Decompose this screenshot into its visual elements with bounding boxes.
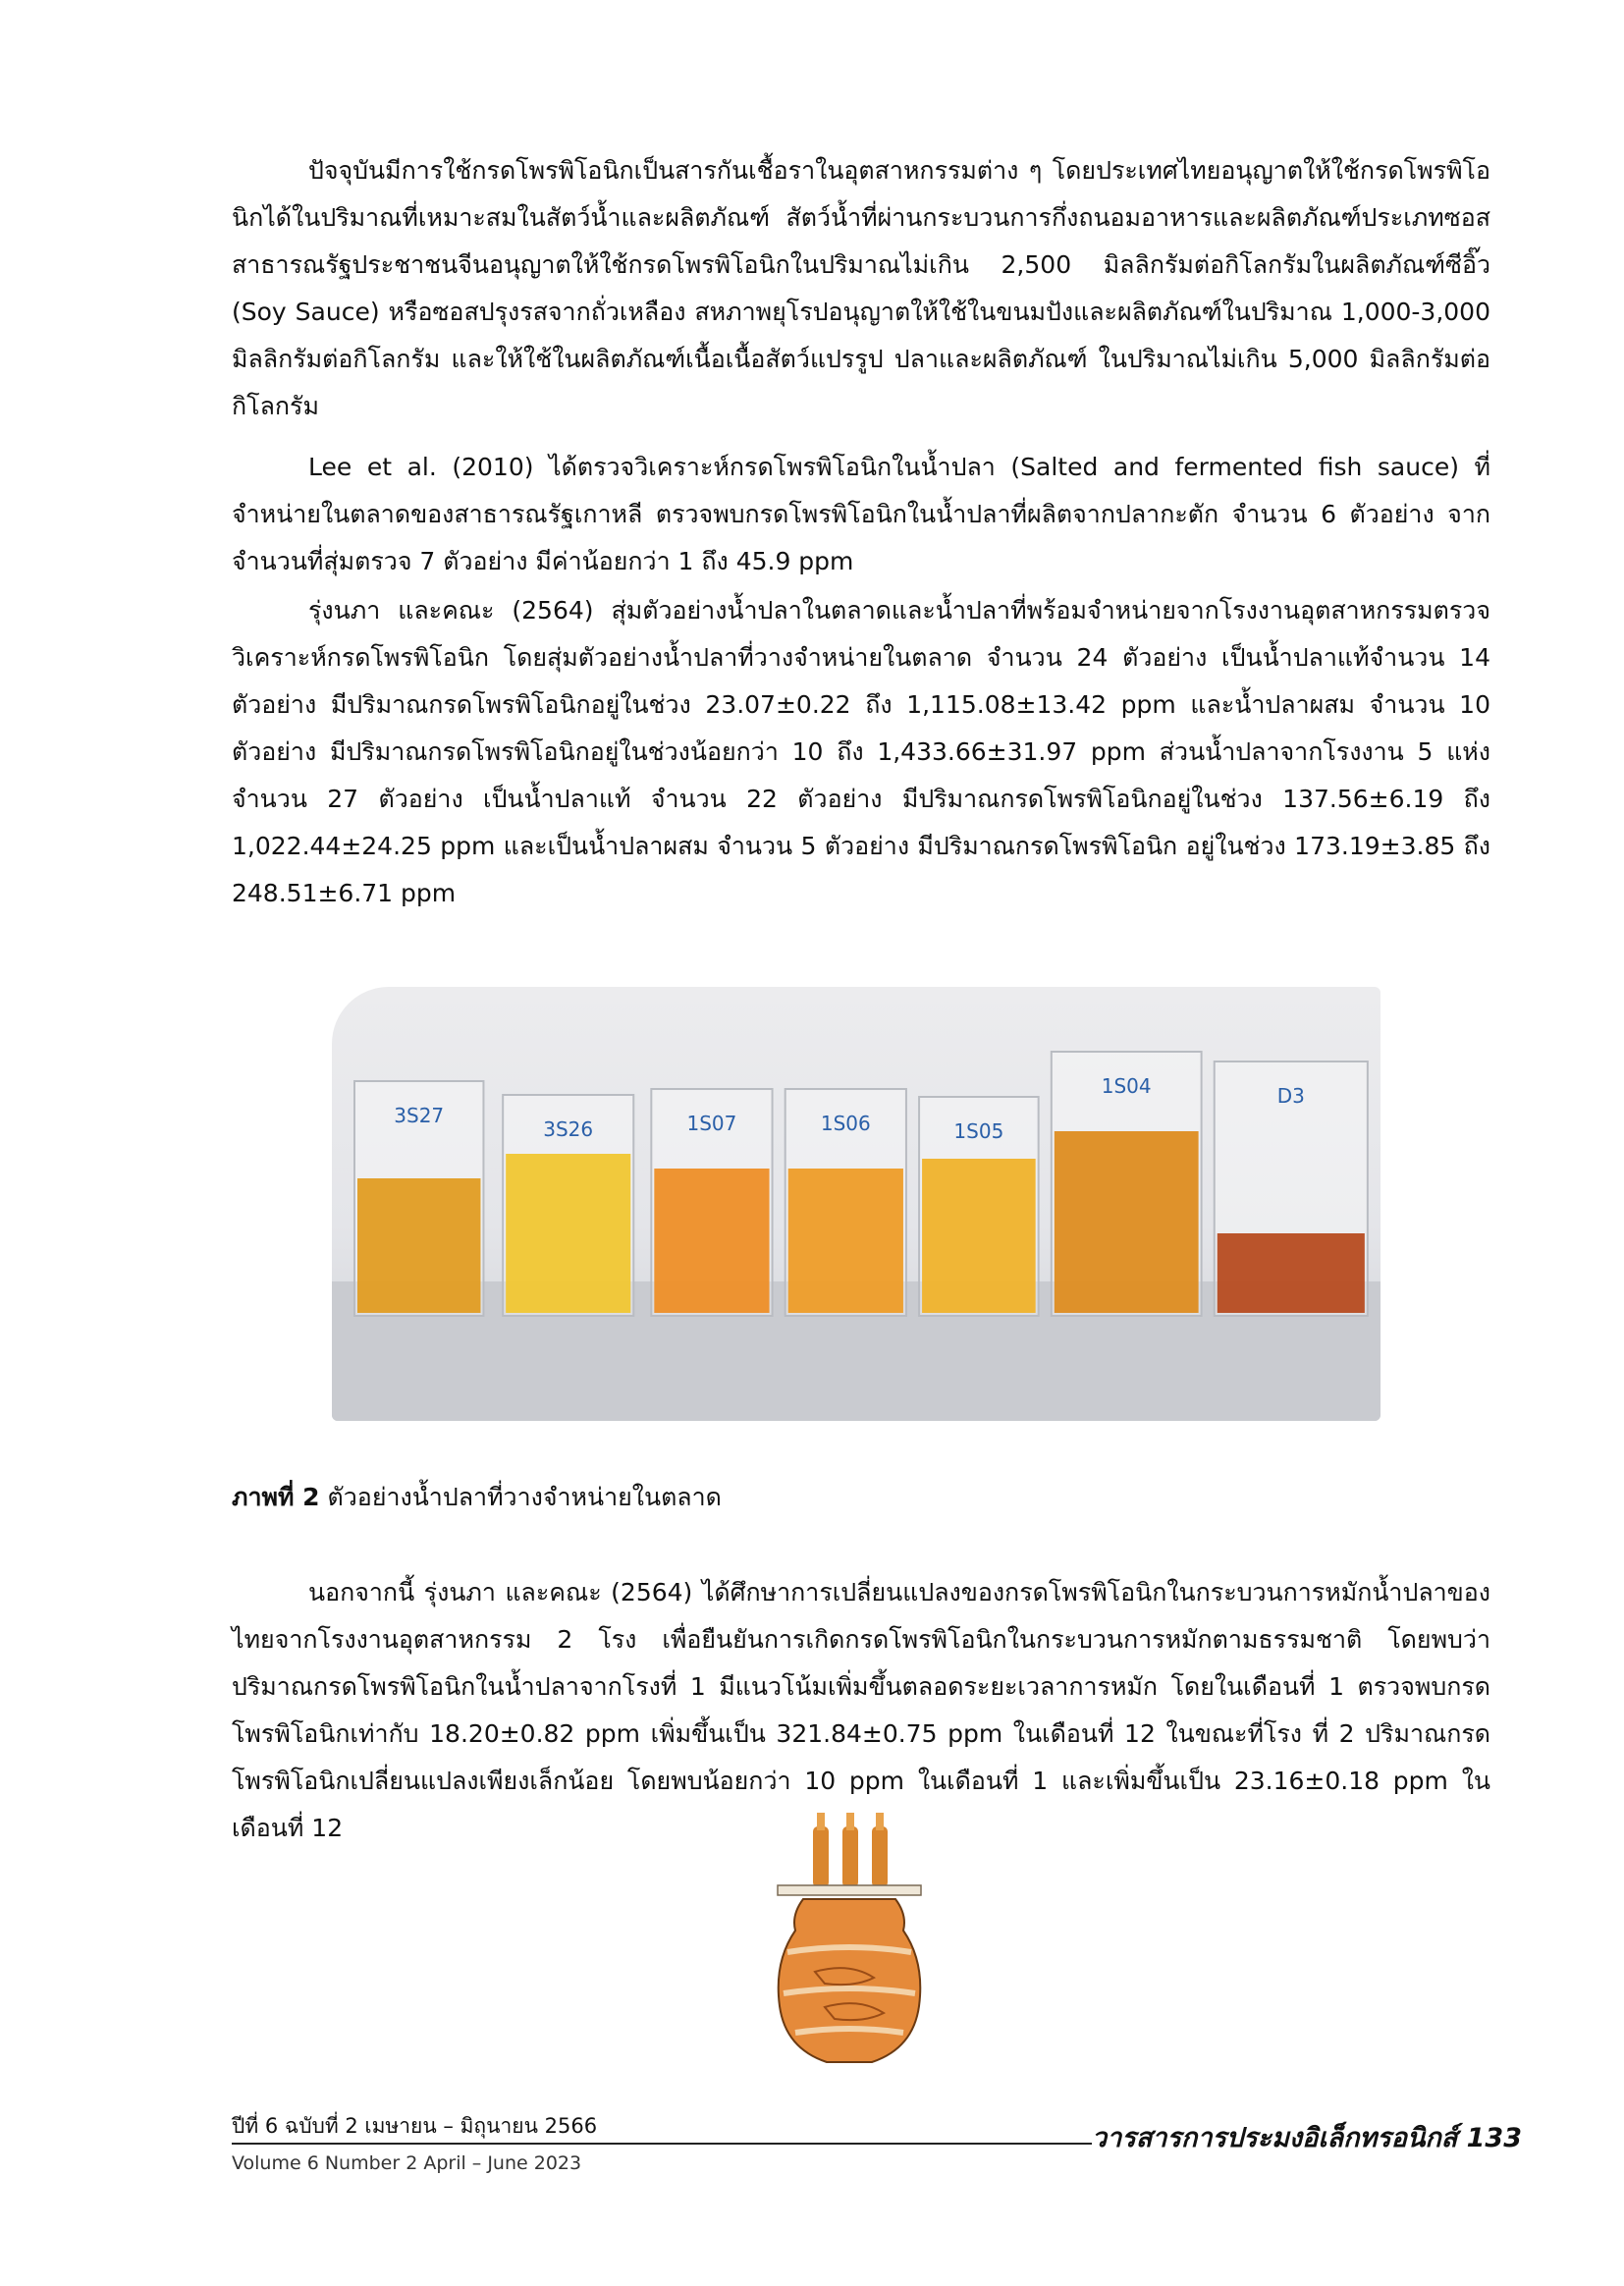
beaker-liquid bbox=[654, 1169, 769, 1313]
fish-sauce-jar-illustration bbox=[766, 1805, 933, 2080]
figure-caption-text: ตัวอย่างน้ำปลาที่วางจำหน่ายในตลาด bbox=[327, 1483, 722, 1511]
beaker-label: D3 bbox=[1276, 1084, 1305, 1108]
paragraph-1 bbox=[232, 147, 1490, 430]
bottle-icon bbox=[872, 1813, 888, 1887]
beaker-label: 1S04 bbox=[1101, 1074, 1152, 1098]
jar-body bbox=[779, 1899, 921, 2062]
beaker-liquid bbox=[357, 1178, 480, 1313]
beaker bbox=[503, 1095, 633, 1316]
paragraph-3-text: รุ่งนภา และคณะ (2564) สุ่มตัวอย่างน้ำปลาในตลาดและน้ำปลาที่พร้อมจำหน่ายจากโรงงานอุตสาหกรรมตรวจวิเคราะห์กรดโพรพิโอนิก โดยสุ่มตัวอย่างน้ำปลาที่วางจำหน่ายในตลาด จำนวน 24 ตัวอย่าง เป็นน้ำปลาแท้จำนวน 14 ตัวอย่าง มีปริมาณกรดโพรพิโอนิกอยู่ในช่วง 23.07±0.22 ถึง 1,115.08±13.42 ppm และน้ำปลาผสม จำนวน 10 ตัวอย่าง มีปริมาณกรดโพรพิโอนิกอยู่ในช่วงน้อยกว่า 10 ถึง 1,433.66±31.97 ppm ส่วนน้ำปลาจากโรงงาน 5 แห่ง จำนวน 27 ตัวอย่าง เป็นน้ำปลาแท้ จำนวน 22 ตัวอย่าง มีปริมาณกรดโพรพิโอนิกอยู่ในช่วง 137.56±6.19 ถึง 1,022.44±24.25 ppm และเป็นน้ำปลาผสม จำนวน 5 ตัวอย่าง มีปริมาณกรดโพรพิโอนิก อยู่ในช่วง 173.19±3.85 ถึง 248.51±6.71 ppm bbox=[232, 596, 1490, 907]
footer-issue-thai: ปีที่ 6 ฉบับที่ 2 เมษายน – มิถุนายน 2566 bbox=[232, 2114, 598, 2138]
beakers-drawing bbox=[332, 987, 1380, 1421]
beaker bbox=[651, 1089, 772, 1316]
footer-rule bbox=[232, 2143, 1092, 2145]
beaker-liquid bbox=[1218, 1233, 1365, 1313]
beaker-label: 3S26 bbox=[543, 1117, 594, 1141]
footer-issue-english: Volume 6 Number 2 April – June 2023 bbox=[232, 2152, 582, 2174]
beaker-liquid bbox=[788, 1169, 903, 1313]
paragraph-2 bbox=[232, 444, 1490, 585]
bottle-icon bbox=[813, 1813, 829, 1887]
paragraph-4-text: นอกจากนี้ รุ่งนภา และคณะ (2564) ได้ศึกษาการเปลี่ยนแปลงของกรดโพรพิโอนิกในกระบวนการหมักน้ำปลาของไทยจากโรงงานอุตสาหกรรม 2 โรง เพื่อยืนยันการเกิดกรดโพรพิโอนิกในกระบวนการหมักตามธรรมชาติ โดยพบว่าปริมาณกรดโพรพิโอนิกในน้ำปลาจากโรงที่ 1 มีแนวโน้มเพิ่มขึ้นตลอดระยะเวลาการหมัก โดยในเดือนที่ 1 ตรวจพบกรดโพรพิโอนิกเท่ากับ 18.20±0.82 ppm เพิ่มขึ้นเป็น 321.84±0.75 ppm ในเดือนที่ 12 ในขณะที่โรง ที่ 2 ปริมาณกรดโพรพิโอนิกเปลี่ยนแปลงเพียงเล็กน้อย โดยพบน้อยกว่า 10 ppm ในเดือนที่ 1 และเพิ่มขึ้นเป็น 23.16±0.18 ppm ในเดือนที่ 12 bbox=[232, 1578, 1490, 1842]
paragraph-2-text: Lee et al. (2010) ได้ตรวจวิเคราะห์กรดโพรพิโอนิกในน้ำปลา (Salted and fermented fish sauce) ที่จำหน่ายในตลาดของสาธารณรัฐเกาหลี ตรวจพบกรดโพรพิโอนิกในน้ำปลาที่ผลิตจากปลากะตัก จำนวน 6 ตัวอย่าง จากจำนวนที่สุ่มตรวจ 7 ตัวอย่าง มีค่าน้อยกว่า 1 ถึง 45.9 ppm bbox=[232, 453, 1490, 575]
beaker-liquid bbox=[506, 1154, 630, 1313]
figure-caption-label: ภาพที่ 2 bbox=[232, 1483, 320, 1511]
paragraph-1-text: ปัจจุบันมีการใช้กรดโพรพิโอนิกเป็นสารกันเชื้อราในอุตสาหกรรมต่าง ๆ โดยประเทศไทยอนุญาตให้ใช้กรดโพรพิโอนิกได้ในปริมาณที่เหมาะสมในสัตว์น้ำและผลิตภัณฑ์ สัตว์น้ำที่ผ่านกระบวนการกึ่งถนอมอาหารและผลิตภัณฑ์ประเภทซอส สาธารณรัฐประชาชนจีนอนุญาตให้ใช้กรดโพรพิโอนิกในปริมาณไม่เกิน 2,500 มิลลิกรัมต่อกิโลกรัมในผลิตภัณฑ์ซีอิ๊ว (Soy Sauce) หรือซอสปรุงรสจากถั่วเหลือง สหภาพยุโรปอนุญาตให้ใช้ในขนมปังและผลิตภัณฑ์ในปริมาณ 1,000-3,000 มิลลิกรัมต่อกิโลกรัม และให้ใช้ในผลิตภัณฑ์เนื้อเนื้อสัตว์แปรรูป ปลาและผลิตภัณฑ์ ในปริมาณไม่เกิน 5,000 มิลลิกรัมต่อกิโลกรัม bbox=[232, 156, 1490, 420]
beaker bbox=[785, 1089, 906, 1316]
beaker-label: 1S05 bbox=[953, 1119, 1004, 1143]
beaker bbox=[1215, 1061, 1368, 1316]
beaker bbox=[354, 1081, 483, 1316]
beaker bbox=[919, 1097, 1039, 1316]
fish-sauce-beakers-photo bbox=[332, 987, 1380, 1421]
beaker-liquid bbox=[1055, 1131, 1199, 1313]
beaker-label: 1S07 bbox=[686, 1112, 737, 1135]
beaker-label: 3S27 bbox=[394, 1104, 445, 1127]
beaker-liquid bbox=[922, 1159, 1036, 1313]
shelf-board bbox=[778, 1885, 921, 1895]
figure-caption bbox=[232, 1478, 722, 1517]
beaker-label: 1S06 bbox=[820, 1112, 871, 1135]
beaker bbox=[1052, 1052, 1202, 1316]
bottle-icon bbox=[842, 1813, 858, 1887]
footer-journal-title: วารสารการประมงอิเล็กทรอนิกส์ 133 bbox=[1092, 2123, 1522, 2153]
paragraph-3 bbox=[232, 587, 1490, 917]
